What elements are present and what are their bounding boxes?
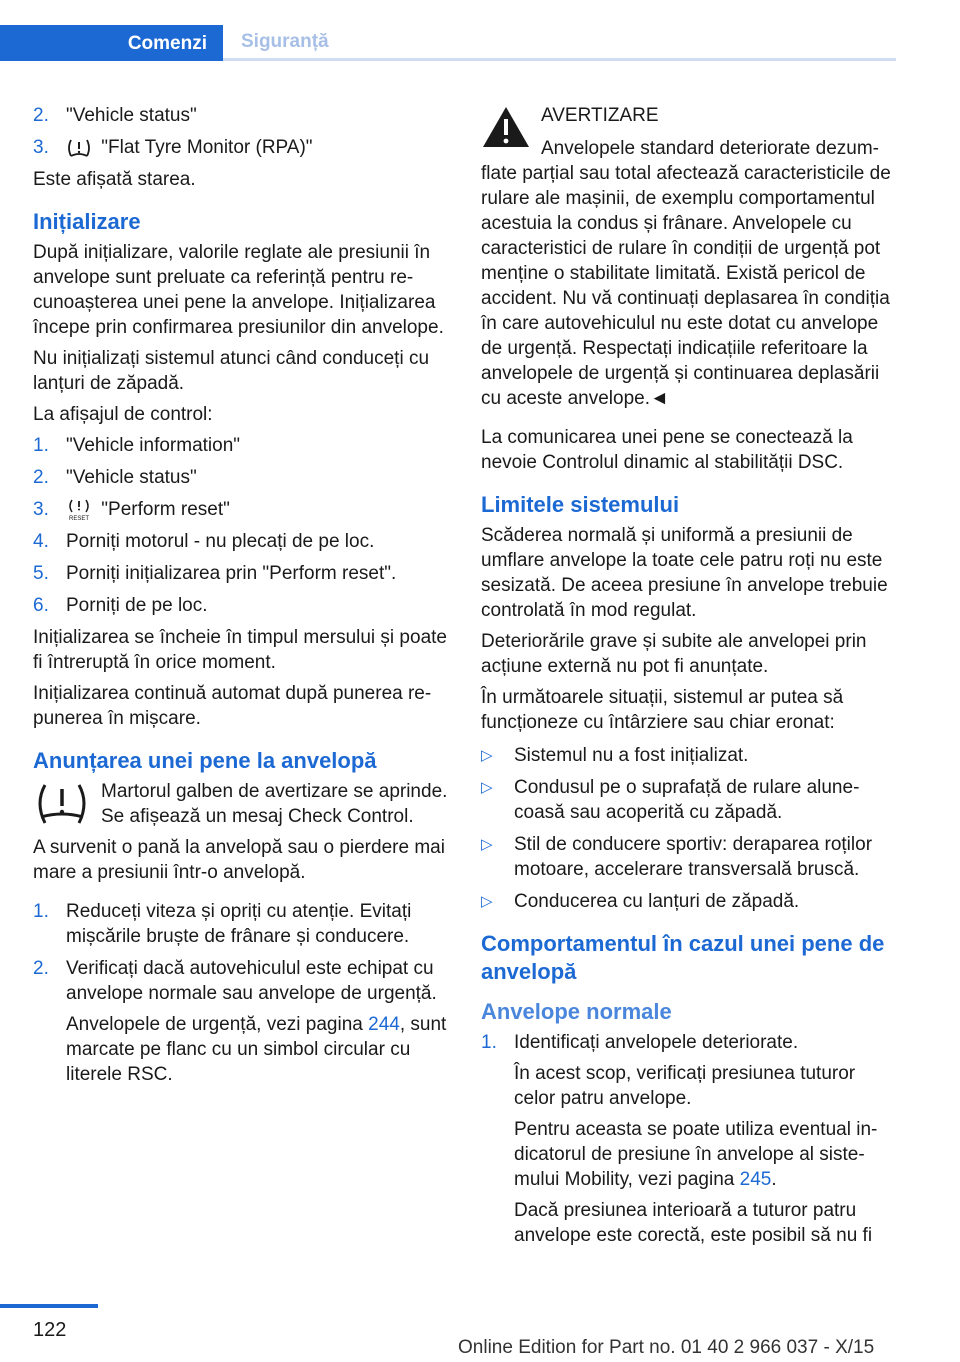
list-text: "Perform reset"	[101, 499, 230, 520]
list-text: Identificați anvelopele deteriorate.	[514, 1032, 799, 1053]
list-text: "Flat Tyre Monitor (RPA)"	[101, 137, 313, 158]
paragraph: Scăderea normală și uniformă a presiunii de umflare anvelope la toate cele patru roți nu este sesizată. De aceea presiune în anvelope trebuie controlată în mod regulat.	[481, 525, 888, 621]
text: Pentru aceasta se poate utiliza eventual indicatorul de presiune în anvelope al sistemului Mobility, vezi pagina	[514, 1119, 878, 1190]
paragraph: Inițializarea se încheie în timpul mersului și poate fi întreruptă în orice moment.	[33, 627, 447, 673]
list-text: "Vehicle status"	[66, 105, 197, 126]
list-subtext	[66, 1012, 448, 1087]
list-item	[33, 135, 448, 160]
list-text: Reduceți viteza și opriți cu atenție. Evitați mișcările bruște de frânare și conducere.	[66, 901, 412, 947]
warning-text: Anvelopele standard deteriorate dezumflate parțial sau total afectează caracteristicile de rulare ale mașinii, de exemplu comportamentul acestuia la condus și frânare. Anvelopele cu caracteristici de rulare în condiții de urgență pot menține o stabilitate limitată. Există pericol de accident. Nu vă continuați deplasarea în condiția în care autovehiculul nu este dotat cu anvelope de urgență. Respectați indicațiile referitoare la anvelopele de urgență și continuarea deplasării cu aceste anvelope.◄	[481, 138, 891, 409]
warning-triangle-icon	[481, 105, 531, 149]
heading-anuntarea: Anunțarea unei pene la anvelopă	[33, 748, 377, 773]
edition-text: Online Edition for Part no. 01 40 2 966 037 - X/15	[458, 1337, 875, 1358]
paragraph: La afișajul de control:	[33, 404, 213, 425]
list-subtext	[514, 1117, 896, 1192]
list-number: 1.	[481, 1032, 497, 1053]
list-item	[481, 743, 896, 768]
tyre-reset-icon	[66, 499, 92, 521]
status-steps-list	[33, 103, 448, 160]
list-text: Condusul pe o suprafață de rulare alunecoasă sau acoperită cu zăpadă.	[514, 777, 860, 823]
list-item	[481, 1030, 896, 1248]
list-item	[33, 561, 448, 586]
list-item	[33, 899, 448, 949]
list-number: 2.	[33, 958, 49, 979]
page-number: 122	[33, 1319, 67, 1341]
heading-initializare: Inițializare	[33, 209, 141, 234]
svg-text:RESET: RESET	[68, 515, 90, 521]
list-item	[33, 593, 448, 618]
bullet-triangle-icon: ▷	[481, 893, 493, 910]
list-number: 2.	[33, 467, 49, 488]
list-item	[33, 433, 448, 458]
list-item	[33, 103, 448, 128]
tab-comenzi[interactable]: Comenzi	[0, 25, 223, 61]
list-item	[481, 889, 896, 914]
left-column	[33, 103, 448, 1094]
list-number: 3.	[33, 137, 49, 158]
list-subtext: În acest scop, verificați presiunea tuturor celor patru anvelope.	[514, 1063, 856, 1109]
bullet-triangle-icon: ▷	[481, 836, 493, 853]
tyre-warning-lamp-icon	[33, 781, 91, 829]
list-subtext: Dacă presiunea interioară a tuturor patru anvelope este corectă, este posibil să nu fi	[514, 1200, 873, 1246]
paragraph: Deteriorările grave și subite ale anvelopei prin acțiune externă nu pot fi anunțate.	[481, 631, 867, 677]
list-text: Porniți inițializarea prin "Perform reset".	[66, 563, 397, 584]
tab-siguranta[interactable]: Siguranță	[223, 25, 896, 61]
list-number: 3.	[33, 499, 49, 520]
text: .	[771, 1169, 777, 1190]
paragraph: Inițializarea continuă automat după punerea repunerea în mișcare.	[33, 683, 432, 729]
list-item	[481, 775, 896, 825]
list-text: Sistemul nu a fost inițializat.	[514, 745, 749, 766]
limits-bullet-list	[481, 743, 896, 914]
right-column	[481, 103, 896, 1255]
header-tabs	[0, 25, 896, 61]
list-text: Stil de conducere sportiv: deraparea roților motoare, accelerare transversală bruscă.	[514, 834, 873, 880]
bullet-triangle-icon: ▷	[481, 779, 493, 796]
paragraph: La comunicarea unei pene se conectează la nevoie Controlul dinamic al stabilității DSC.	[481, 427, 853, 473]
flat-tyre-steps-list	[33, 899, 448, 1087]
list-text: Verificați dacă autovehiculul este echipat cu anvelope normale sau anvelope de urgență.	[66, 958, 437, 1004]
list-number: 4.	[33, 531, 49, 552]
heading-limitele: Limitele sistemului	[481, 492, 680, 517]
list-number: 1.	[33, 901, 49, 922]
paragraph: Martorul galben de avertizare se aprinde. Se afișează un mesaj Check Control.	[101, 781, 448, 827]
list-item	[33, 465, 448, 490]
list-text: "Vehicle status"	[66, 467, 197, 488]
list-item	[33, 529, 448, 554]
page-link-245[interactable]: 245	[739, 1169, 772, 1190]
list-number: 1.	[33, 435, 49, 456]
text: Anvelopele de urgență, vezi pagina	[66, 1014, 363, 1035]
status-text: Este afișată starea.	[33, 169, 196, 190]
heading-anvelope-normale: Anvelope normale	[481, 999, 672, 1024]
paragraph: A survenit o pană la anvelopă sau o pierdere mai mare a presiunii într-o anvelopă.	[33, 837, 445, 883]
init-steps-list	[33, 433, 448, 618]
list-text: Porniți de pe loc.	[66, 595, 208, 616]
list-item	[481, 832, 896, 882]
paragraph: După inițializare, valorile reglate ale presiunii în anvelope sunt preluate ca referință pentru recunoașterea unei pene la anvelope. Inițializarea începe prin confirmarea presiunilor din anvelope.	[33, 242, 444, 338]
footer-accent-line	[0, 1304, 98, 1308]
list-item	[33, 956, 448, 1087]
list-number: 2.	[33, 105, 49, 126]
heading-comportamentul: Comportamentul în cazul unei pene de anvelopă	[481, 931, 885, 984]
list-item	[33, 497, 448, 522]
list-text: Porniți motorul - nu plecați de pe loc.	[66, 531, 375, 552]
warning-block	[481, 103, 896, 411]
paragraph: Nu inițializați sistemul atunci când conduceți cu lanțuri de zăpadă.	[33, 348, 430, 394]
bullet-triangle-icon: ▷	[481, 747, 493, 764]
text: , sunt marcate pe flanc cu un simbol circular cu literele RSC.	[66, 1014, 447, 1085]
paragraph: În următoarele situații, sistemul ar putea să funcționeze cu întârziere sau chiar eronat:	[481, 687, 844, 733]
list-number: 5.	[33, 563, 49, 584]
list-text: "Vehicle information"	[66, 435, 241, 456]
warning-lamp-block	[33, 779, 448, 829]
list-number: 6.	[33, 595, 49, 616]
tyre-pressure-icon	[66, 138, 92, 158]
warning-title: AVERTIZARE	[541, 105, 659, 126]
list-text: Conducerea cu lanțuri de zăpadă.	[514, 891, 800, 912]
page-link-244[interactable]: 244	[368, 1014, 400, 1035]
